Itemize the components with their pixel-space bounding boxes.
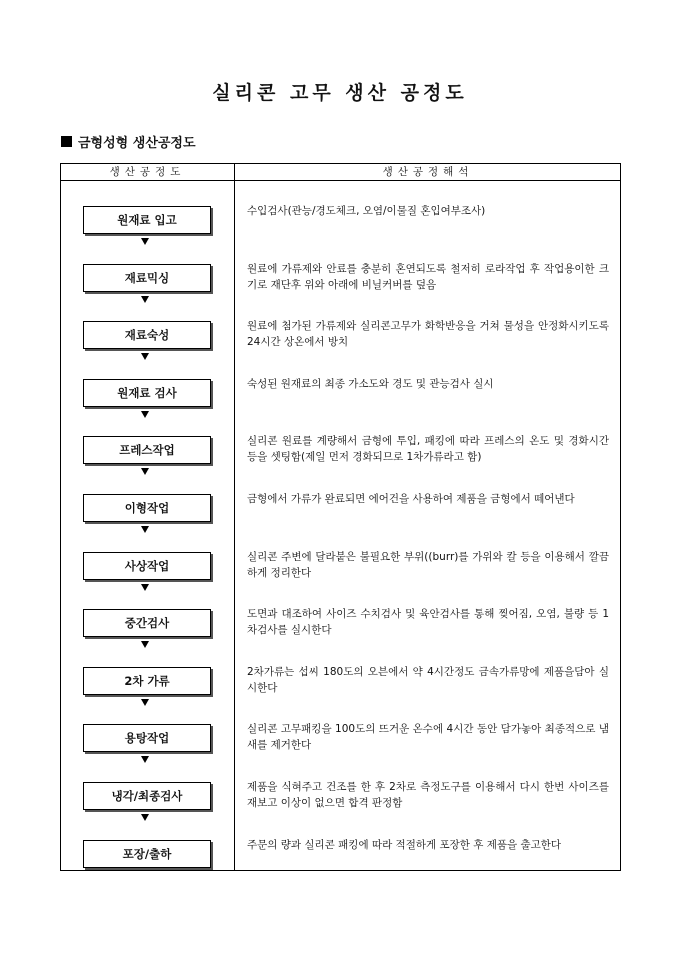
process-row [61,604,620,662]
process-step-box: 원재료 입고 [83,206,211,234]
process-step-description: 실리콘 고무패킹을 100도의 뜨거운 온수에 4시간 동안 담가놓아 최종적으로 냄새를 제거한다 [247,723,609,752]
process-step-description: 2차가류는 섭씨 180도의 오븐에서 약 4시간정도 금속가류망에 제품을담아 실시한다 [247,665,609,694]
down-arrow-icon [141,411,149,418]
process-step-description: 실리콘 원료를 계량해서 금형에 투입, 패킹에 따라 프레스의 온도 및 경화시간 등을 셋팅함(제일 먼저 경화되므로 1차가류라고 함) [247,435,609,464]
process-row [61,259,620,317]
process-step-box: 원재료 검사 [83,379,211,407]
process-step-box: 사상작업 [83,552,211,580]
header-divider [61,180,620,181]
process-step-box: 프레스작업 [83,436,211,464]
process-row [61,374,620,432]
down-arrow-icon [141,699,149,706]
process-row [61,835,620,893]
down-arrow-icon [141,526,149,533]
square-bullet-icon [61,136,72,147]
process-step-description: 원료에 첨가된 가류제와 실리콘고무가 화학반응을 거쳐 물성을 안정화시키도록 24시간 상온에서 방치 [247,320,609,349]
process-step-box: 재료숙성 [83,321,211,349]
process-step-description: 수입검사(관능/경도체크, 오염/이물질 혼입여부조사) [247,205,486,217]
down-arrow-icon [141,238,149,245]
process-row [61,547,620,605]
section-heading [61,132,196,151]
process-row [61,777,620,835]
process-step-box: 이형작업 [83,494,211,522]
down-arrow-icon [141,641,149,648]
down-arrow-icon [141,814,149,821]
process-step-description: 도면과 대조하여 사이즈 수치검사 및 육안검사를 통해 찢어짐, 오염, 불량 등 1차검사를 실시한다 [247,608,609,637]
process-row [61,431,620,489]
down-arrow-icon [141,296,149,303]
header-process-chart: 생산공정도 [109,166,186,178]
process-step-description: 제품을 식혀주고 건조를 한 후 2차로 측정도구를 이용해서 다시 한번 사이즈를 재보고 이상이 없으면 합격 판정함 [247,781,609,809]
process-step-description: 금형에서 가류가 완료되면 에어건을 사용하여 제품을 금형에서 떼어낸다 [247,493,575,505]
process-row [61,662,620,720]
process-step-description: 원료에 가류제와 안료를 충분히 혼연되도록 철저히 로라작업 후 작업용이한 크기로 재단후 위와 아래에 비닐커버를 덮음 [247,262,609,291]
process-step-description: 실리콘 주변에 달라붙은 불필요한 부위((burr)를 가위와 칼 등을 이용해서 깔끔하게 정리한다 [247,550,609,579]
process-row [61,316,620,374]
down-arrow-icon [141,353,149,360]
process-step-box: 용탕작업 [83,724,211,752]
process-step-box: 2차 가류 [83,667,211,695]
process-step-box: 냉각/최종검사 [83,782,211,810]
down-arrow-icon [141,756,149,763]
process-step-description: 주문의 량과 실리콘 패킹에 따라 적절하게 포장한 후 제품을 출고한다 [247,838,562,851]
process-table [60,163,621,871]
process-step-box: 재료믹싱 [83,264,211,292]
header-process-analysis: 생산공정해석 [382,166,474,178]
down-arrow-icon [141,468,149,475]
document-title: 실리콘 고무 생산 공정도 [212,82,468,104]
process-step-box: 중간검사 [83,609,211,637]
process-step-box: 포장/출하 [83,840,211,868]
process-step-description: 숙성된 원재료의 최종 가소도와 경도 및 관능검사 실시 [247,377,494,390]
process-row [61,201,620,259]
section-title: 금형성형 생산공정도 [78,136,196,151]
process-row [61,489,620,547]
down-arrow-icon [141,584,149,591]
process-row [61,719,620,777]
